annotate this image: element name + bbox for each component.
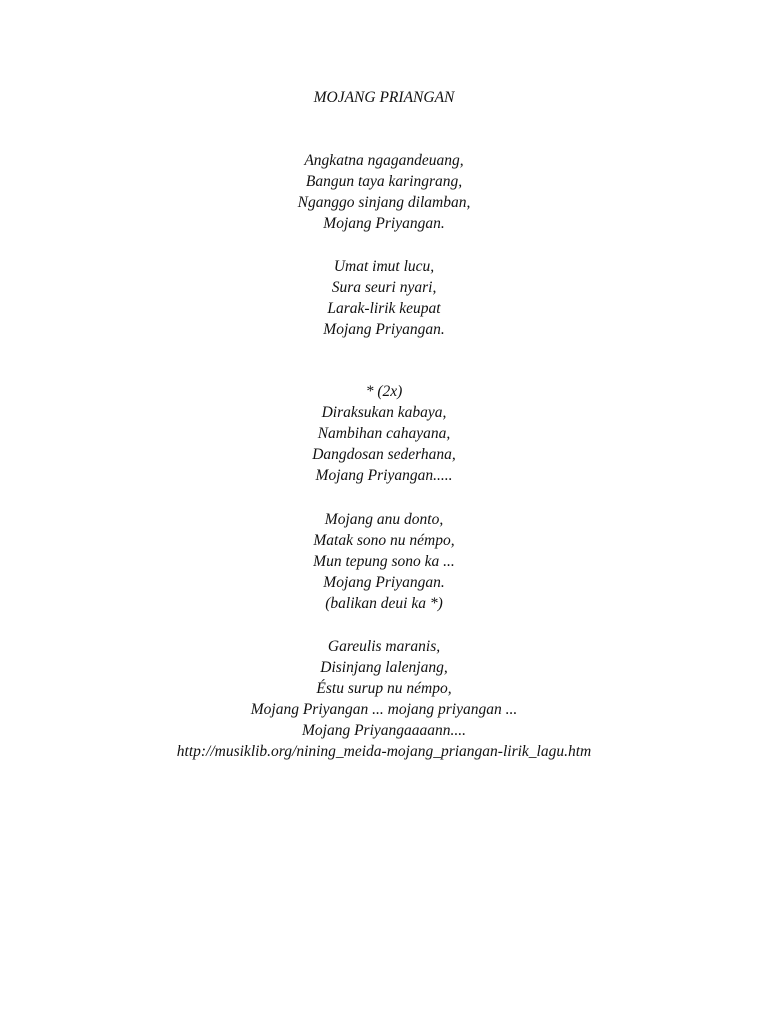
lyric-line: Nambihan cahayana, <box>317 425 451 442</box>
lyric-line: Mojang anu donto, <box>324 511 444 528</box>
lyric-line: Sura seuri nyari, <box>331 279 437 296</box>
lyric-line: Mojang Priyangan..... <box>315 467 453 484</box>
lyric-line: Éstu surup nu némpo, <box>316 680 452 697</box>
lyric-line: Matak sono nu némpo, <box>313 532 455 549</box>
lyric-line: Bangun taya karingrang, <box>305 173 463 190</box>
lyric-line: Dangdosan sederhana, <box>312 446 456 463</box>
lyric-line: Mojang Priyangaaaann.... <box>301 722 467 739</box>
source-url: http://musiklib.org/nining_meida-mojang_priangan-lirik_lagu.htm <box>176 743 592 760</box>
stanza-4 <box>0 509 768 614</box>
lyric-line: Mun tepung sono ka ... <box>313 553 455 570</box>
repeat-instruction: (balikan deui ka *) <box>325 595 443 612</box>
stanza-5 <box>0 636 768 762</box>
lyric-line: Gareulis maranis, <box>327 638 441 655</box>
lyric-line: Mojang Priyangan. <box>323 321 445 338</box>
lyric-line: Mojang Priyangan. <box>323 215 445 232</box>
repeat-marker: * (2x) <box>365 383 403 400</box>
lyric-line: Angkatna ngagandeuang, <box>304 152 464 169</box>
lyric-line: Nganggo sinjang dilamban, <box>297 194 471 211</box>
lyric-line: Mojang Priyangan ... mojang priyangan ... <box>250 701 518 718</box>
stanza-2 <box>0 256 768 340</box>
lyric-line: Umat imut lucu, <box>333 258 435 275</box>
stanza-3 <box>0 381 768 486</box>
lyric-line: Mojang Priyangan. <box>323 574 445 591</box>
lyric-line: Diraksukan kabaya, <box>321 404 447 421</box>
stanza-1 <box>0 150 768 234</box>
song-title: MOJANG PRIANGAN <box>313 89 455 106</box>
lyric-line: Larak-lirik keupat <box>327 300 441 317</box>
lyric-line: Disinjang lalenjang, <box>320 659 448 676</box>
